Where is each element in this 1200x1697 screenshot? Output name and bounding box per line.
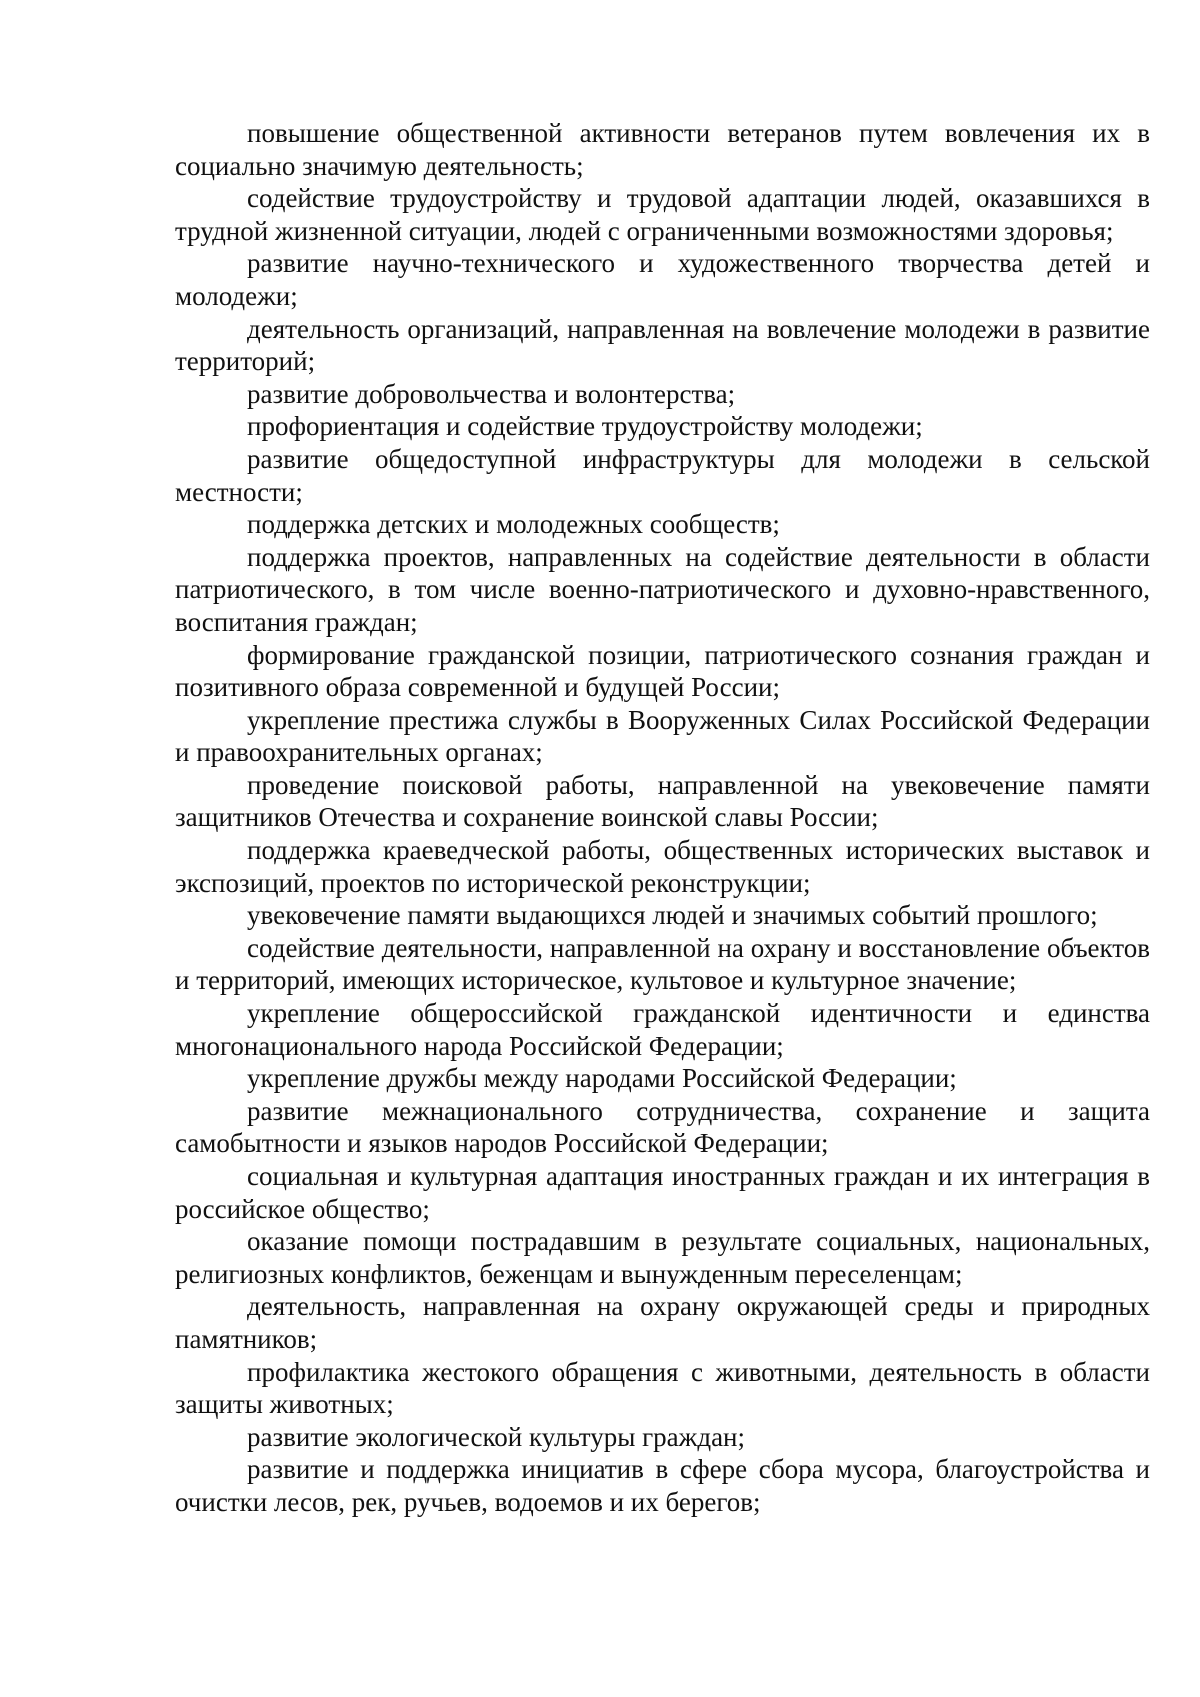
list-item: содействие трудоустройству и трудовой адаптации людей, оказавшихся в трудной жизненной ситуации, людей с ограниченными возможностями здоровья; xyxy=(175,183,1150,246)
list-item: деятельность организаций, направленная на вовлечение молодежи в развитие территорий; xyxy=(175,313,1150,377)
list-item: формирование гражданской позиции, патриотического сознания граждан и позитивного образа современной и будущей России; xyxy=(175,639,1150,703)
list-item: развитие межнационального сотрудничества, сохранение и защита самобытности и языков народов Российской Федерации; xyxy=(175,1095,1150,1159)
list-item: укрепление престижа службы в Вооруженных Силах Российской Федерации и правоохранительных органах; xyxy=(175,704,1150,768)
list-item: содействие деятельности, направленной на охрану и восстановление объектов и территорий, имеющих историческое, культовое и культурное значение; xyxy=(175,932,1150,996)
list-item: повышение общественной активности ветеранов путем вовлечения их в социально значимую деятельность; xyxy=(175,118,1150,181)
list-item: поддержка краеведческой работы, общественных исторических выставок и экспозиций, проектов по исторической реконструкции; xyxy=(175,835,1150,898)
list-item: укрепление дружбы между народами Российской Федерации; xyxy=(247,1063,957,1094)
list-item: поддержка проектов, направленных на содействие деятельности в области патриотического, в том числе военно-патриотического и духовно-нравственного, воспитания граждан; xyxy=(175,541,1150,637)
list-item: проведение поисковой работы, направленной на увековечение памяти защитников Отечества и сохранение воинской славы России; xyxy=(175,769,1150,833)
list-item: оказание помощи пострадавшим в результате социальных, национальных, религиозных конфликтов, беженцам и вынужденным переселенцам; xyxy=(175,1226,1150,1289)
document-body xyxy=(175,117,1150,1519)
list-item: профилактика жестокого обращения с животными, деятельность в области защиты животных; xyxy=(175,1356,1150,1420)
list-item: развитие общедоступной инфраструктуры для молодежи в сельской местности; xyxy=(175,443,1150,507)
list-item: деятельность, направленная на охрану окружающей среды и природных памятников; xyxy=(175,1291,1150,1354)
list-item: развитие добровольчества и волонтерства; xyxy=(247,378,736,409)
list-item: профориентация и содействие трудоустройству молодежи; xyxy=(247,411,923,442)
list-item: социальная и культурная адаптация иностранных граждан и их интеграция в российское общество; xyxy=(175,1161,1150,1224)
list-item: поддержка детских и молодежных сообществ; xyxy=(247,509,780,540)
list-item: увековечение памяти выдающихся людей и значимых событий прошлого; xyxy=(247,900,1098,931)
list-item: развитие экологической культуры граждан; xyxy=(247,1421,745,1452)
list-item: развитие научно-технического и художественного творчества детей и молодежи; xyxy=(175,248,1150,311)
list-item: укрепление общероссийской гражданской идентичности и единства многонационального народа Российской Федерации; xyxy=(175,998,1150,1061)
list-item: развитие и поддержка инициатив в сфере сбора мусора, благоустройства и очистки лесов, рек, ручьев, водоемов и их берегов; xyxy=(175,1454,1150,1517)
